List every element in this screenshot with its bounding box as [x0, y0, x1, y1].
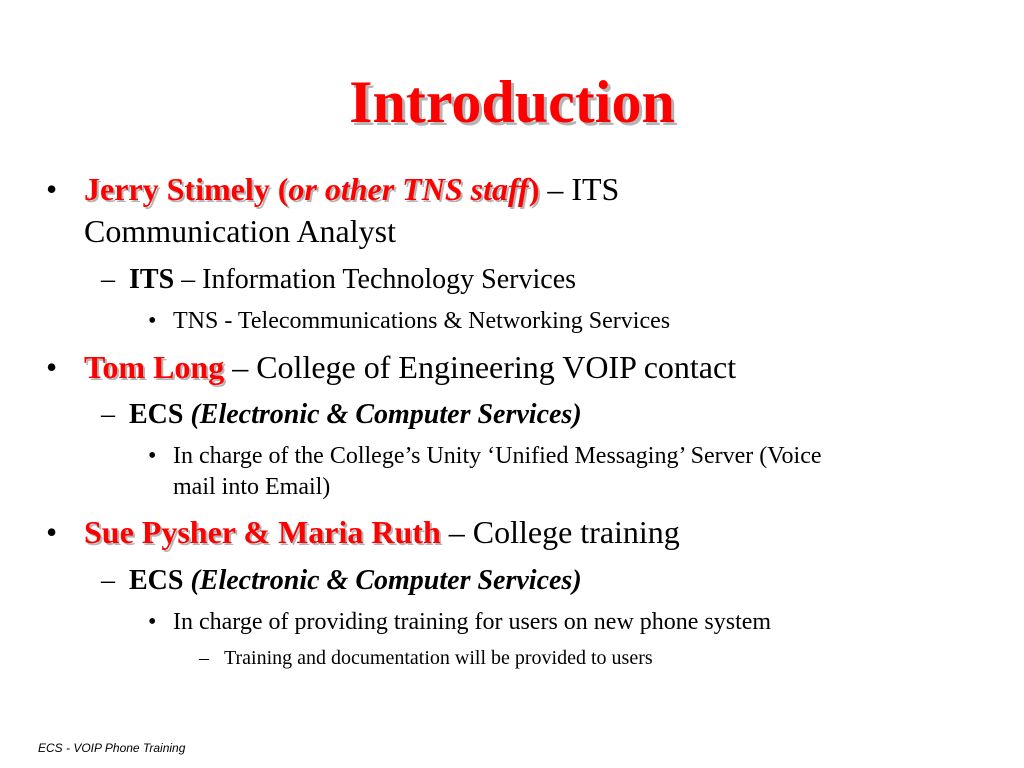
bullet-text: – College of Engineering VOIP contact	[224, 349, 737, 385]
bullet-marker: •	[46, 349, 58, 385]
sub-item-its: ITS – Information Technology Services	[129, 264, 577, 295]
bullet-text: – College training	[440, 514, 680, 550]
bullet-marker: •	[148, 443, 157, 469]
dash-marker: –	[101, 399, 115, 430]
dash-marker: –	[101, 565, 115, 596]
sub-item-ecs: ECS (Electronic & Computer Services)	[129, 565, 582, 596]
bullet-item-tom	[84, 349, 736, 386]
bullet-marker: •	[46, 171, 58, 207]
bullet-marker: •	[148, 308, 157, 334]
dash-marker: –	[199, 647, 209, 669]
slide-footer: ECS - VOIP Phone Training	[38, 741, 186, 755]
sub-sub-item-tns: TNS - Telecommunications & Networking Services	[173, 308, 671, 334]
person-name-tom: Tom Long	[84, 349, 225, 385]
bullet-item-sue-maria	[84, 514, 680, 551]
person-name-sue-maria: Sue Pysher & Maria Ruth	[84, 514, 441, 550]
sub-sub-sub-item-documentation: Training and documentation will be provided to users	[224, 647, 653, 669]
bullet-item-jerry	[84, 171, 619, 208]
sub-sub-item-training: In charge of providing training for users on new phone system	[173, 609, 772, 635]
dash-marker: –	[101, 264, 115, 295]
bullet-marker: •	[46, 514, 58, 550]
sub-sub-item-unity-continuation: mail into Email)	[173, 474, 331, 500]
person-name-jerry: Jerry Stimely (or other TNS staff)	[84, 171, 540, 207]
bullet-text-continuation: Communication Analyst	[84, 213, 396, 249]
slide-title: Introduction	[349, 69, 675, 135]
bullet-text: – ITS	[539, 171, 620, 207]
sub-sub-item-unity: In charge of the College’s Unity ‘Unified Messaging’ Server (Voice	[173, 443, 822, 469]
sub-item-ecs: ECS (Electronic & Computer Services)	[129, 399, 582, 430]
bullet-marker: •	[148, 609, 157, 635]
